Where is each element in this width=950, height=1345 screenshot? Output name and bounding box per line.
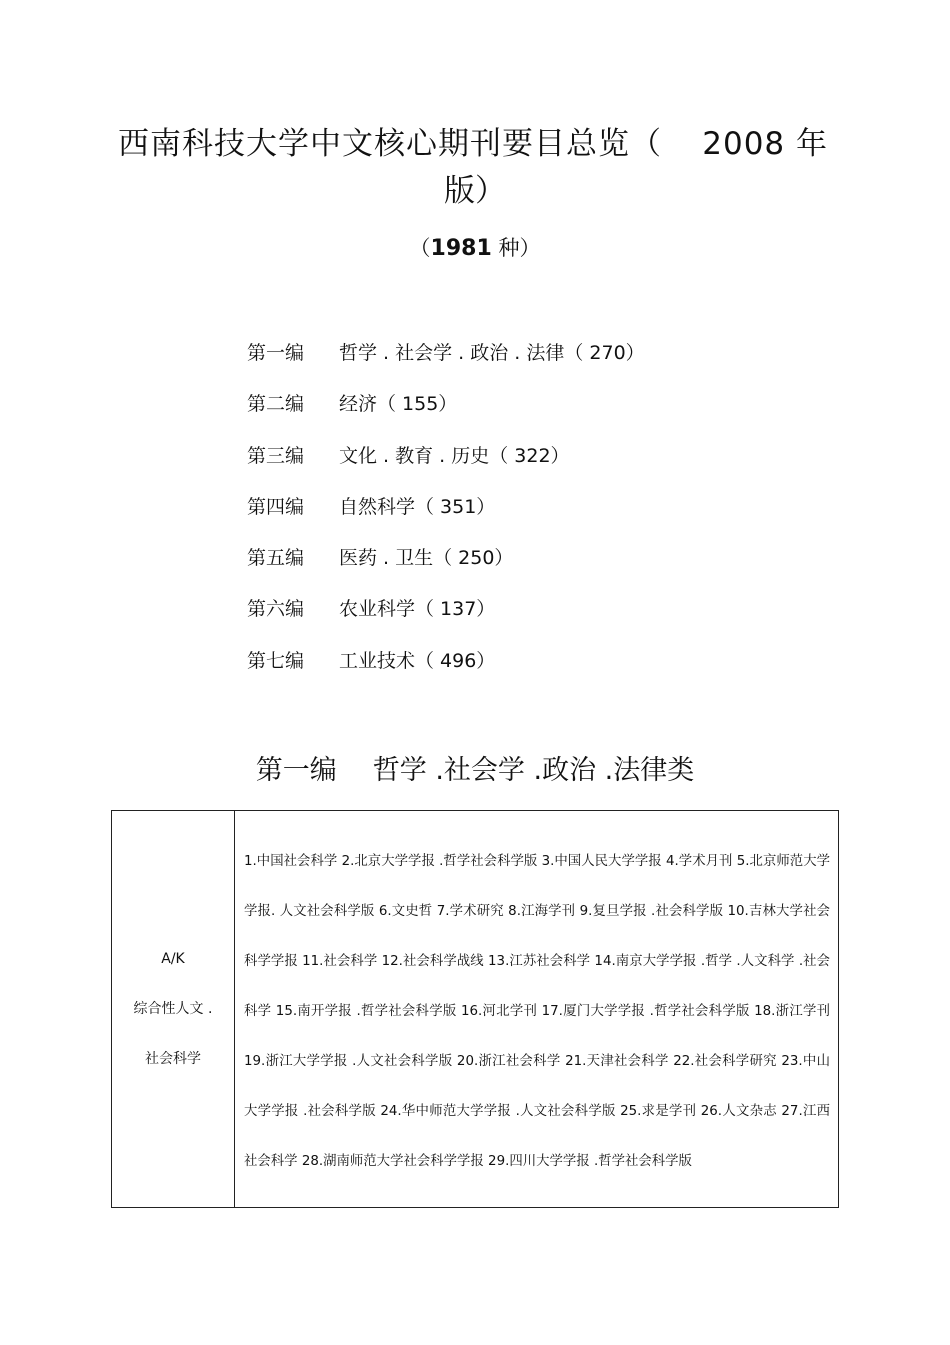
toc-item <box>247 338 767 389</box>
table-of-contents <box>247 338 767 697</box>
title-continuation: 版） <box>444 173 506 209</box>
section-heading <box>0 748 950 787</box>
subtitle-close-paren: ） <box>519 236 541 260</box>
journal-count <box>0 232 950 262</box>
toc-name: 自然科学（ 351） <box>339 495 496 518</box>
toc-name: 哲学 . 社会学 . 政治 . 法律（ 270） <box>339 342 645 364</box>
section-name: 哲学 .社会学 .政治 .法律类 <box>372 755 695 786</box>
subtitle-open-paren: （ <box>409 236 431 260</box>
toc-part: 第六编 <box>247 598 305 621</box>
toc-name: 工业技术（ 496） <box>339 649 496 672</box>
toc-part: 第二编 <box>247 393 305 416</box>
category-cell <box>112 811 235 1208</box>
toc-item <box>247 492 767 543</box>
toc-item <box>247 646 767 697</box>
toc-part: 第七编 <box>247 649 305 672</box>
category-line1: 综合性人文 . <box>133 1001 213 1017</box>
toc-part: 第五编 <box>247 547 305 570</box>
toc-item <box>247 594 767 645</box>
toc-name: 医药 . 卫生（ 250） <box>339 547 514 570</box>
journal-table <box>111 810 839 1208</box>
table-row <box>112 811 839 1208</box>
section-part: 第一编 <box>255 755 337 786</box>
journal-list: 1.中国社会科学 2.北京大学学报 .哲学社会科学版 3.中国人民大学学报 4.学术月刊 5.北京师范大学学报. 人文社会科学版 6.文史哲 7.学术研究 8.江海学刊 9.复旦学报 .社会科学版 10.吉林大学社会科学学报 11.社会科学 12.社会科学战线 13.江苏社会科学 14.南京大学学报 .哲学 .人文科学 .社会科学 15.南开学报 .哲学社会科学版 16.河北学刊 17.厦门大学学报 .哲学社会科学版 18.浙江学刊 19.浙江大学学报 .人文社会科学版 20.浙江社会科学 21.天津社会科学 22.社会科学研究 23.中山大学学报 .社会科学版 24.华中师范大学学报 .人文社会科学版 25.求是学刊 26.人文杂志 27.江西社会科学 28.湖南师范大学社会科学学报 29.四川大学学报 .哲学社会科学版 <box>244 854 830 1169</box>
subtitle-count: 1981 <box>430 236 492 261</box>
document-title <box>118 118 838 168</box>
toc-name: 文化 . 教育 . 历史（ 322） <box>339 444 570 467</box>
title-year-text: 2008 年 <box>702 126 828 162</box>
toc-item <box>247 543 767 594</box>
toc-name: 经济（ 155） <box>339 393 458 416</box>
toc-item <box>247 441 767 492</box>
toc-part: 第三编 <box>247 444 305 467</box>
journal-list-cell <box>235 811 839 1208</box>
category-line2: 社会科学 <box>145 1051 201 1067</box>
toc-part: 第一编 <box>247 342 305 364</box>
toc-name: 农业科学（ 137） <box>339 598 496 621</box>
category-code: A/K <box>161 951 185 967</box>
toc-part: 第四编 <box>247 495 305 518</box>
toc-item <box>247 389 767 440</box>
subtitle-unit: 种 <box>491 236 520 260</box>
title-main-text: 西南科技大学中文核心期刊要目总览（ <box>118 126 662 162</box>
